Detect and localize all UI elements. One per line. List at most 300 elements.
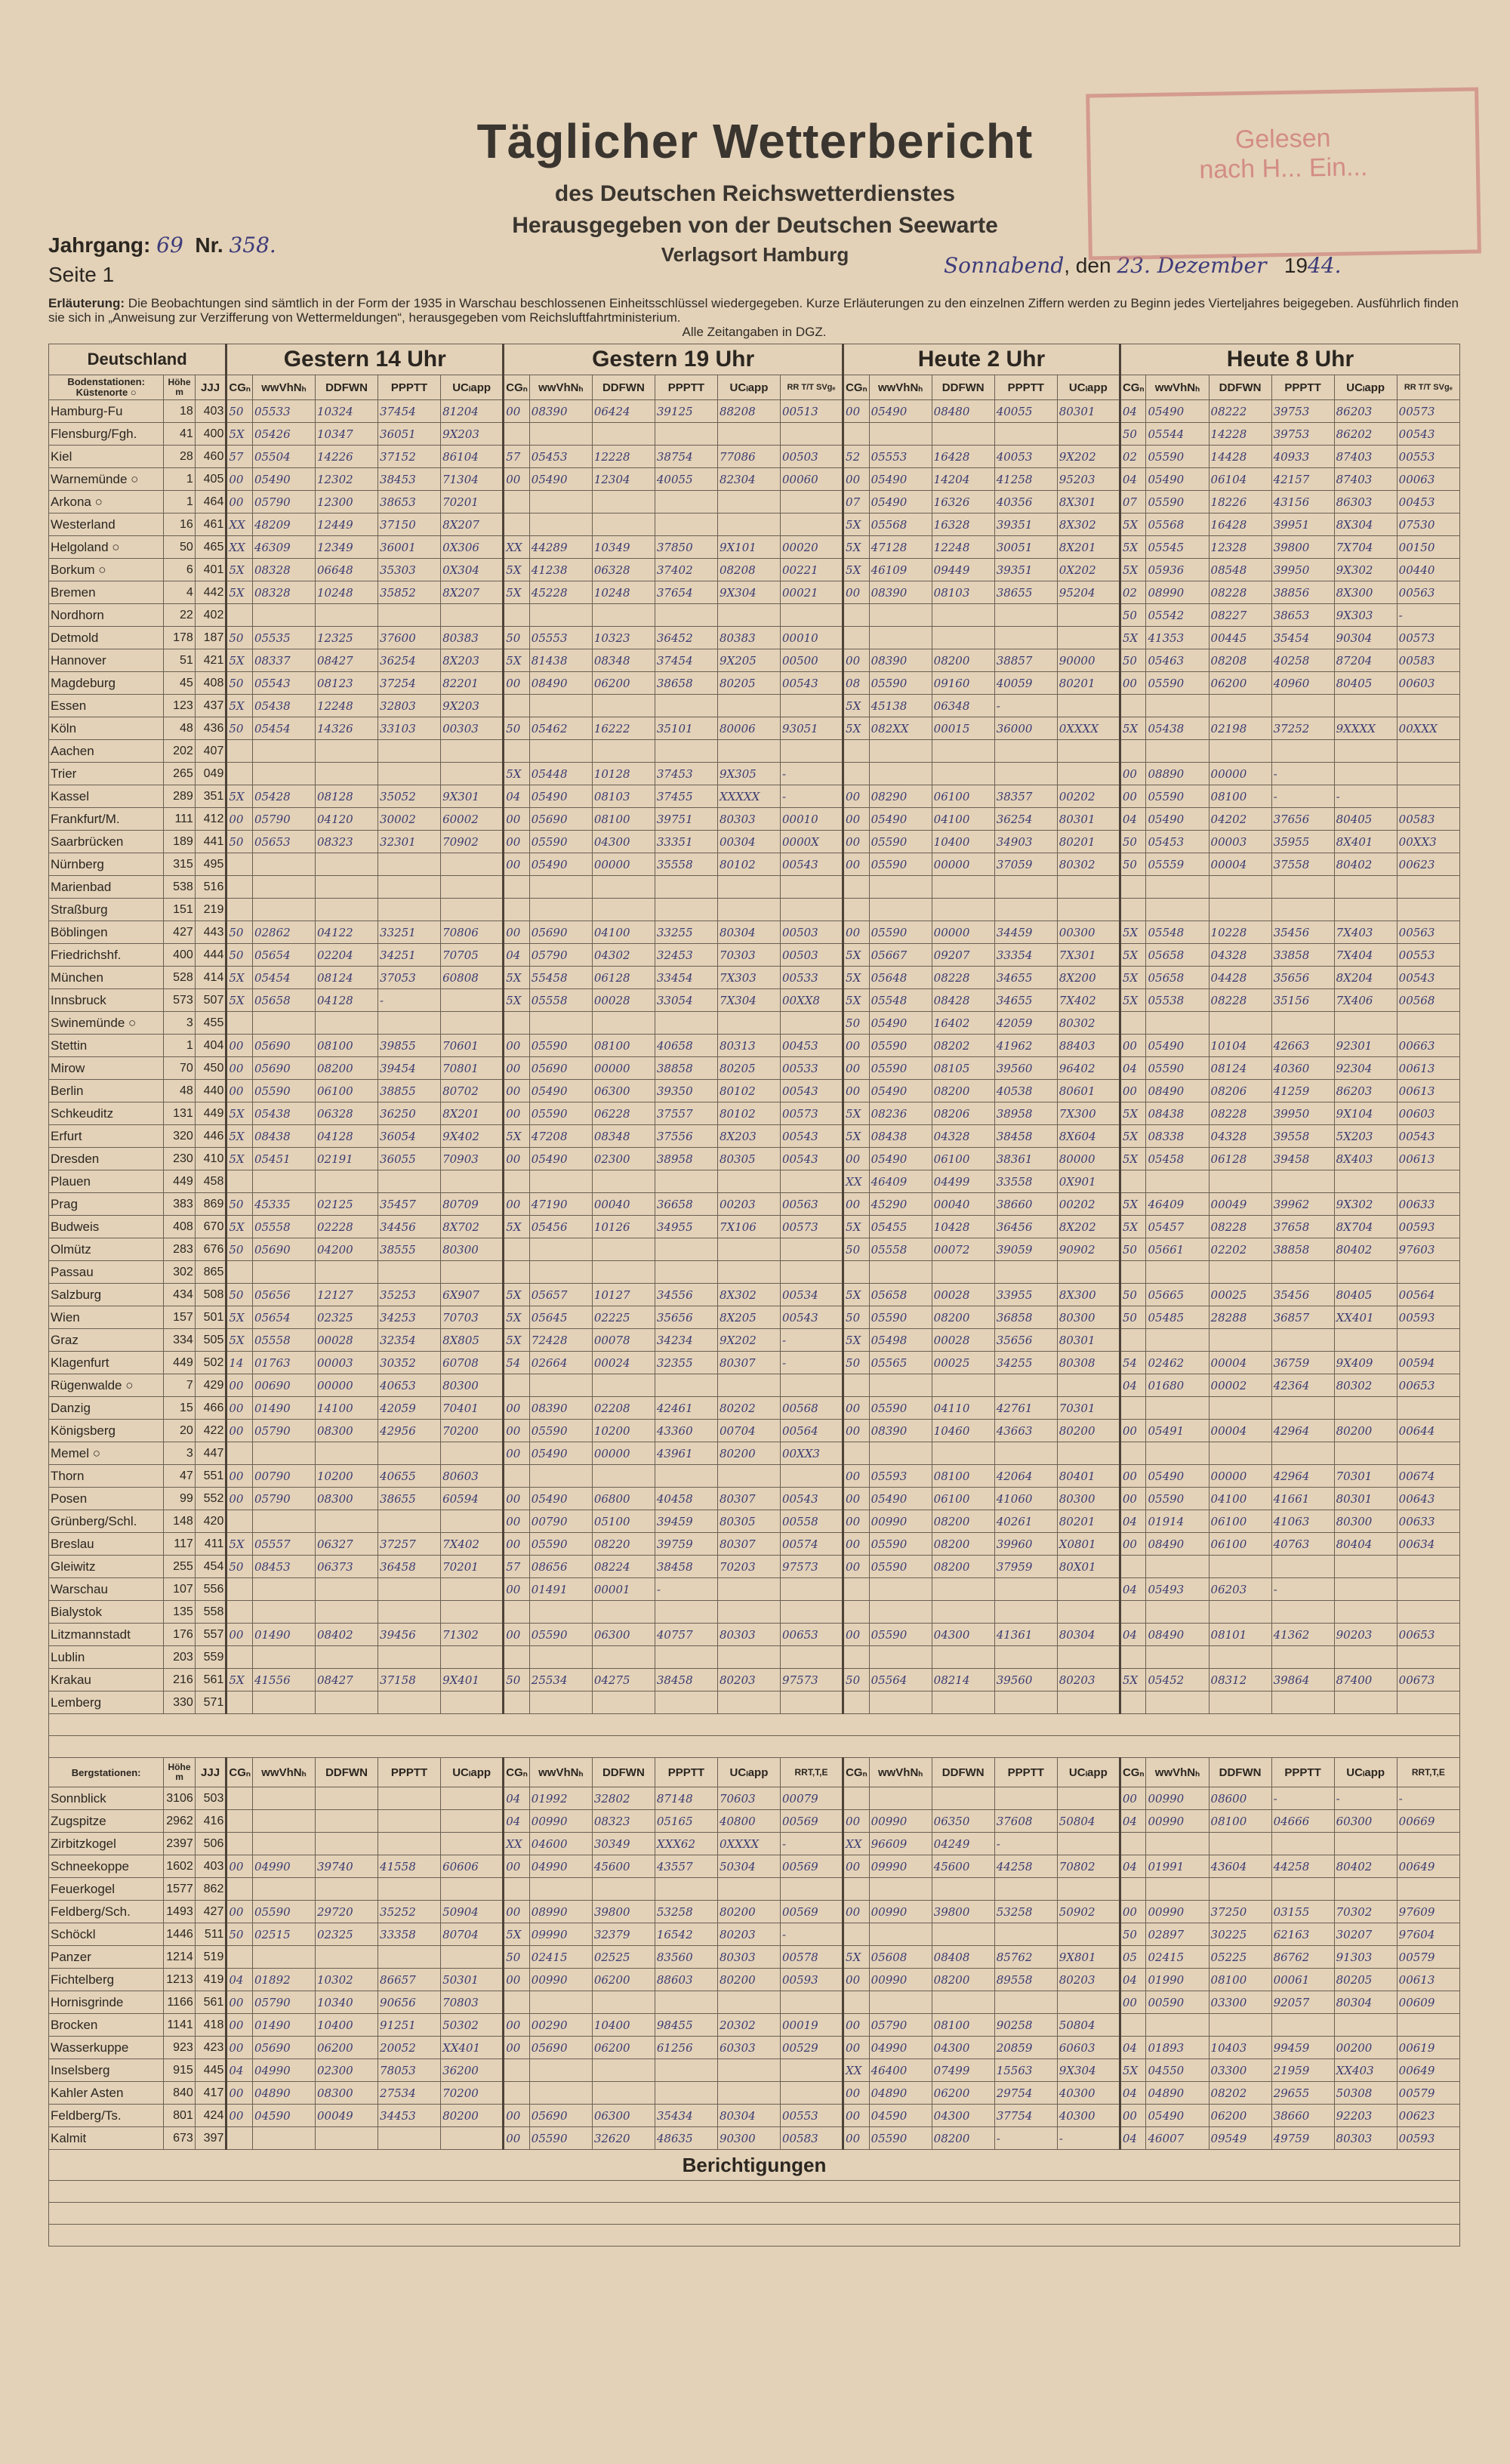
- obs-cell: [1146, 1646, 1209, 1669]
- obs-cell: 00: [1120, 785, 1146, 808]
- obs-cell: [1334, 1646, 1397, 1669]
- obs-cell: 00000: [932, 853, 994, 876]
- obs-cell: 41259: [1271, 1080, 1334, 1102]
- obs-cell: 04: [1120, 1810, 1146, 1833]
- obs-cell: [1209, 2014, 1271, 2037]
- station-row: [49, 423, 1460, 446]
- obs-cell: 02125: [315, 1193, 378, 1216]
- obs-cell: 8X302: [717, 1284, 780, 1306]
- obs-cell: [592, 513, 655, 536]
- obs-cell: 00: [843, 2082, 870, 2105]
- mountain-row: [49, 2105, 1460, 2127]
- obs-cell: 06328: [315, 1102, 378, 1125]
- station-name: Zirbitzkogel: [49, 1833, 164, 1855]
- obs-cell: 00553: [1397, 944, 1459, 967]
- station-name: Kassel: [49, 785, 164, 808]
- obs-cell: [1057, 876, 1120, 899]
- obs-cell: 05790: [252, 1488, 315, 1510]
- obs-cell: [1334, 763, 1397, 785]
- obs-cell: 87403: [1334, 468, 1397, 491]
- col-g14-ww: wwVhNₕ: [252, 375, 315, 400]
- station-jjj: 411: [195, 1533, 226, 1556]
- obs-cell: 04122: [315, 921, 378, 944]
- obs-cell: [1271, 876, 1334, 899]
- obs-cell: 00: [504, 1035, 530, 1057]
- obs-cell: 0X306: [441, 536, 504, 559]
- obs-cell: 46109: [869, 559, 932, 581]
- obs-cell: [529, 740, 592, 763]
- obs-cell: 45600: [592, 1855, 655, 1878]
- obs-cell: 05690: [529, 808, 592, 831]
- obs-cell: [504, 1261, 530, 1284]
- obs-cell: 05438: [252, 1102, 315, 1125]
- obs-cell: 50902: [1057, 1901, 1120, 1923]
- obs-cell: 80200: [717, 1901, 780, 1923]
- station-height: 135: [164, 1601, 196, 1624]
- obs-cell: 05490: [869, 1080, 932, 1102]
- obs-cell: 08338: [1146, 1125, 1209, 1148]
- obs-cell: [252, 876, 315, 899]
- obs-cell: [1209, 1012, 1271, 1035]
- obs-cell: 05490: [529, 1488, 592, 1510]
- obs-cell: 02515: [252, 1923, 315, 1946]
- obs-cell: 08200: [932, 1080, 994, 1102]
- obs-cell: 41362: [1271, 1624, 1334, 1646]
- obs-cell: 00300: [1057, 921, 1120, 944]
- station-height: 1166: [164, 1991, 196, 2014]
- obs-cell: 96402: [1057, 1057, 1120, 1080]
- obs-cell: [1146, 1556, 1209, 1578]
- obs-cell: 80304: [1057, 1624, 1120, 1646]
- obs-cell: 08123: [315, 672, 378, 695]
- obs-cell: 30349: [592, 1833, 655, 1855]
- stamp-line-1: Gelesen: [1234, 123, 1331, 155]
- subtitle-2: Herausgegeben von der Deutschen Seewarte: [512, 213, 998, 238]
- station-height: 20: [164, 1420, 196, 1442]
- obs-cell: 70302: [1334, 1901, 1397, 1923]
- obs-cell: 5X: [504, 1329, 530, 1352]
- obs-cell: [869, 1374, 932, 1397]
- station-row: [49, 717, 1460, 740]
- obs-cell: [1057, 1601, 1120, 1624]
- obs-cell: 37053: [378, 967, 441, 989]
- mcol-g14-pp: PPPTT: [378, 1758, 441, 1787]
- station-row: [49, 1397, 1460, 1420]
- obs-cell: [869, 899, 932, 921]
- station-jjj: 454: [195, 1556, 226, 1578]
- obs-cell: 7X300: [1057, 1102, 1120, 1125]
- obs-cell: 9X104: [1334, 1102, 1397, 1125]
- obs-cell: [252, 763, 315, 785]
- station-row: [49, 400, 1460, 423]
- obs-cell: 38660: [994, 1193, 1057, 1216]
- station-jjj: 460: [195, 446, 226, 468]
- obs-cell: 08228: [932, 967, 994, 989]
- obs-cell: 80305: [717, 1148, 780, 1170]
- obs-cell: [226, 1261, 253, 1284]
- obs-cell: 38357: [994, 785, 1057, 808]
- obs-cell: 03300: [1209, 1991, 1271, 2014]
- obs-cell: 97573: [780, 1669, 843, 1691]
- obs-cell: 00: [843, 1035, 870, 1057]
- obs-cell: 41258: [994, 468, 1057, 491]
- obs-cell: 0XXXX: [717, 1833, 780, 1855]
- obs-cell: 45138: [869, 695, 932, 717]
- obs-cell: 00: [1120, 1533, 1146, 1556]
- obs-cell: 90300: [717, 2127, 780, 2150]
- obs-cell: 37454: [378, 400, 441, 423]
- station-name: Warschau: [49, 1578, 164, 1601]
- obs-cell: 00593: [1397, 1306, 1459, 1329]
- obs-cell: 40458: [655, 1488, 717, 1510]
- obs-cell: 06203: [1209, 1578, 1271, 1601]
- obs-cell: 38653: [1271, 604, 1334, 627]
- obs-cell: 0XXXX: [1057, 717, 1120, 740]
- obs-cell: 04328: [932, 1125, 994, 1148]
- obs-cell: [655, 1601, 717, 1624]
- obs-cell: [315, 1787, 378, 1810]
- obs-cell: 00513: [780, 400, 843, 423]
- station-row: [49, 1624, 1460, 1646]
- obs-cell: 12248: [315, 695, 378, 717]
- obs-cell: 39800: [592, 1901, 655, 1923]
- obs-cell: 00613: [1397, 1148, 1459, 1170]
- station-jjj: 869: [195, 1193, 226, 1216]
- group-gestern-19: Gestern 19 Uhr: [504, 344, 843, 375]
- obs-cell: 40055: [655, 468, 717, 491]
- obs-cell: [994, 423, 1057, 446]
- mcol-g19-dd: DDFWN: [592, 1758, 655, 1787]
- mcol-h2-pp: PPPTT: [994, 1758, 1057, 1787]
- obs-cell: 37152: [378, 446, 441, 468]
- obs-cell: 37754: [994, 2105, 1057, 2127]
- obs-cell: [1334, 1833, 1397, 1855]
- obs-cell: [655, 899, 717, 921]
- station-row: [49, 1057, 1460, 1080]
- mcol-h8-uc: UCₗapp: [1334, 1758, 1397, 1787]
- station-jjj: 441: [195, 831, 226, 853]
- obs-cell: 00: [843, 1193, 870, 1216]
- obs-cell: 88403: [1057, 1035, 1120, 1057]
- col-h2-dd: DDFWN: [932, 375, 994, 400]
- obs-cell: 39351: [994, 513, 1057, 536]
- obs-cell: [655, 1012, 717, 1035]
- group-deutschland: Deutschland: [49, 344, 226, 375]
- obs-cell: 50: [504, 1946, 530, 1969]
- obs-cell: 70201: [441, 491, 504, 513]
- station-row: [49, 1035, 1460, 1057]
- obs-cell: 00564: [1397, 1284, 1459, 1306]
- obs-cell: 35656: [655, 1306, 717, 1329]
- obs-cell: [529, 604, 592, 627]
- obs-cell: 34456: [378, 1216, 441, 1238]
- obs-cell: 00040: [592, 1193, 655, 1216]
- obs-cell: 37254: [378, 672, 441, 695]
- obs-cell: -: [1271, 763, 1334, 785]
- station-name: Feldberg/Ts.: [49, 2105, 164, 2127]
- obs-cell: 39059: [994, 1238, 1057, 1261]
- obs-cell: [869, 423, 932, 446]
- obs-cell: -: [780, 1352, 843, 1374]
- obs-cell: 05590: [869, 672, 932, 695]
- obs-cell: 5X: [1120, 717, 1146, 740]
- obs-cell: 06228: [592, 1102, 655, 1125]
- obs-cell: 12228: [592, 446, 655, 468]
- obs-cell: X0801: [1057, 1533, 1120, 1556]
- obs-cell: 39740: [315, 1855, 378, 1878]
- obs-cell: 05645: [529, 1306, 592, 1329]
- obs-cell: 00021: [780, 581, 843, 604]
- station-jjj: 464: [195, 491, 226, 513]
- obs-cell: 05100: [592, 1510, 655, 1533]
- station-name: Erfurt: [49, 1125, 164, 1148]
- obs-cell: 41361: [994, 1624, 1057, 1646]
- mountain-column-header-row: [49, 1758, 1460, 1787]
- obs-cell: 00529: [780, 2037, 843, 2059]
- obs-cell: 06373: [315, 1556, 378, 1578]
- obs-cell: 00: [843, 921, 870, 944]
- obs-cell: [932, 1878, 994, 1901]
- obs-cell: 00594: [1397, 1352, 1459, 1374]
- obs-cell: 08323: [315, 831, 378, 853]
- obs-cell: 80303: [717, 808, 780, 831]
- obs-cell: 40360: [1271, 1057, 1334, 1080]
- station-name: Frankfurt/M.: [49, 808, 164, 831]
- obs-cell: [1397, 876, 1459, 899]
- obs-cell: [1209, 1442, 1271, 1465]
- obs-cell: 00568: [780, 1397, 843, 1420]
- obs-cell: 80404: [1334, 1533, 1397, 1556]
- obs-cell: 08128: [315, 785, 378, 808]
- obs-cell: 05490: [252, 468, 315, 491]
- obs-cell: 37556: [655, 1125, 717, 1148]
- den-label: , den: [1064, 254, 1111, 277]
- obs-cell: 5X: [1120, 536, 1146, 559]
- station-jjj: 402: [195, 604, 226, 627]
- obs-cell: 5X: [226, 1125, 253, 1148]
- obs-cell: [378, 1261, 441, 1284]
- obs-cell: 06200: [932, 2082, 994, 2105]
- obs-cell: [994, 1578, 1057, 1601]
- obs-cell: 00583: [1397, 808, 1459, 831]
- obs-cell: 39560: [994, 1669, 1057, 1691]
- obs-cell: 05658: [1146, 944, 1209, 967]
- station-name: Köln: [49, 717, 164, 740]
- station-height: 70: [164, 1057, 196, 1080]
- station-height: 41: [164, 423, 196, 446]
- obs-cell: 34556: [655, 1284, 717, 1306]
- obs-cell: 08124: [1209, 1057, 1271, 1080]
- obs-cell: 05553: [869, 446, 932, 468]
- obs-cell: 00503: [780, 921, 843, 944]
- obs-cell: 08402: [315, 1624, 378, 1646]
- obs-cell: 00000: [1209, 1465, 1271, 1488]
- obs-cell: 35434: [655, 2105, 717, 2127]
- obs-cell: 92304: [1334, 1057, 1397, 1080]
- obs-cell: 05490: [529, 853, 592, 876]
- observation-table: [48, 344, 1460, 2247]
- station-row: [49, 1238, 1460, 1261]
- obs-cell: 05490: [869, 491, 932, 513]
- obs-cell: [1271, 1556, 1334, 1578]
- obs-cell: 00: [504, 1442, 530, 1465]
- obs-cell: 00: [504, 400, 530, 423]
- station-name: Thorn: [49, 1465, 164, 1488]
- obs-cell: 04590: [869, 2105, 932, 2127]
- obs-cell: 80200: [1334, 1420, 1397, 1442]
- obs-cell: 00563: [780, 1193, 843, 1216]
- obs-cell: [1057, 1878, 1120, 1901]
- obs-cell: 37454: [655, 649, 717, 672]
- obs-cell: [1397, 695, 1459, 717]
- obs-cell: 30207: [1334, 1923, 1397, 1946]
- obs-cell: 08200: [932, 649, 994, 672]
- obs-cell: 08208: [1209, 649, 1271, 672]
- station-row: [49, 1601, 1460, 1624]
- obs-cell: 30002: [378, 808, 441, 831]
- obs-cell: [932, 740, 994, 763]
- station-jjj: 495: [195, 853, 226, 876]
- station-name: Dresden: [49, 1148, 164, 1170]
- obs-cell: [252, 1691, 315, 1714]
- station-name: Panzer: [49, 1946, 164, 1969]
- obs-cell: 00: [504, 468, 530, 491]
- station-name: Passau: [49, 1261, 164, 1284]
- obs-cell: [504, 513, 530, 536]
- obs-cell: 47128: [869, 536, 932, 559]
- station-row: [49, 899, 1460, 921]
- obs-cell: 06100: [932, 1148, 994, 1170]
- subtitle-3: Verlagsort Hamburg: [661, 243, 849, 266]
- obs-cell: -: [1271, 785, 1334, 808]
- obs-cell: [780, 899, 843, 921]
- mcol-h8-ww: wwVhNₕ: [1146, 1758, 1209, 1787]
- obs-cell: 14326: [315, 717, 378, 740]
- obs-cell: 5X: [504, 763, 530, 785]
- obs-cell: 9XXXX: [1334, 717, 1397, 740]
- station-height: 202: [164, 740, 196, 763]
- obs-cell: 5X: [504, 1306, 530, 1329]
- obs-cell: [780, 513, 843, 536]
- station-row: [49, 604, 1460, 627]
- station-height: 7: [164, 1374, 196, 1397]
- obs-cell: 39454: [378, 1057, 441, 1080]
- obs-cell: 46409: [1146, 1193, 1209, 1216]
- station-jjj: 501: [195, 1306, 226, 1329]
- obs-cell: [717, 491, 780, 513]
- obs-cell: 40300: [1057, 2105, 1120, 2127]
- obs-cell: 06348: [932, 695, 994, 717]
- station-row: [49, 1578, 1460, 1601]
- station-name: Litzmannstadt: [49, 1624, 164, 1646]
- obs-cell: 43604: [1209, 1855, 1271, 1878]
- obs-cell: [441, 1946, 504, 1969]
- station-row: [49, 1170, 1460, 1193]
- station-height: 3: [164, 1012, 196, 1035]
- station-jjj: 405: [195, 468, 226, 491]
- obs-cell: 04: [504, 1787, 530, 1810]
- obs-cell: [529, 423, 592, 446]
- obs-cell: 5X: [843, 989, 870, 1012]
- obs-cell: [717, 1991, 780, 2014]
- obs-cell: [1397, 740, 1459, 763]
- obs-cell: 37455: [655, 785, 717, 808]
- obs-cell: 35052: [378, 785, 441, 808]
- obs-cell: 06100: [932, 1488, 994, 1510]
- obs-cell: 08100: [932, 2014, 994, 2037]
- obs-cell: 05590: [529, 1533, 592, 1556]
- obs-cell: 00: [504, 831, 530, 853]
- obs-cell: 04: [226, 1969, 253, 1991]
- obs-cell: 00: [226, 1035, 253, 1057]
- obs-cell: 00221: [780, 559, 843, 581]
- obs-cell: 00061: [1271, 1969, 1334, 1991]
- obs-cell: 10428: [932, 1216, 994, 1238]
- obs-cell: [932, 1923, 994, 1946]
- obs-cell: 30051: [994, 536, 1057, 559]
- station-name: Sonnblick: [49, 1787, 164, 1810]
- obs-cell: 37600: [378, 627, 441, 649]
- station-row: [49, 944, 1460, 967]
- station-name: Krakau: [49, 1669, 164, 1691]
- obs-cell: 50308: [1334, 2082, 1397, 2105]
- obs-cell: 06200: [592, 1969, 655, 1991]
- station-jjj: 424: [195, 2105, 226, 2127]
- obs-cell: 05658: [252, 989, 315, 1012]
- obs-cell: [780, 740, 843, 763]
- station-name: Detmold: [49, 627, 164, 649]
- station-name: Saarbrücken: [49, 831, 164, 853]
- station-name: Graz: [49, 1329, 164, 1352]
- obs-cell: 00790: [252, 1465, 315, 1488]
- obs-cell: XXX62: [655, 1833, 717, 1855]
- obs-cell: [592, 1170, 655, 1193]
- obs-cell: 00543: [780, 1125, 843, 1148]
- obs-cell: 05690: [529, 2105, 592, 2127]
- obs-cell: 39753: [1271, 400, 1334, 423]
- obs-cell: 54: [1120, 1352, 1146, 1374]
- obs-cell: 00028: [932, 1329, 994, 1352]
- obs-cell: [315, 876, 378, 899]
- jahrgang-value: 69: [156, 233, 183, 258]
- obs-cell: [932, 1261, 994, 1284]
- obs-cell: [226, 604, 253, 627]
- obs-cell: [717, 1261, 780, 1284]
- obs-cell: [780, 1170, 843, 1193]
- obs-cell: 50: [226, 1284, 253, 1306]
- obs-cell: 00503: [780, 446, 843, 468]
- obs-cell: 00613: [1397, 1080, 1459, 1102]
- obs-cell: 00445: [1209, 627, 1271, 649]
- obs-cell: 05590: [529, 1035, 592, 1057]
- obs-cell: 04: [1120, 2037, 1146, 2059]
- station-name: Borkum ○: [49, 559, 164, 581]
- obs-cell: 43360: [655, 1420, 717, 1442]
- obs-cell: [378, 1946, 441, 1969]
- obs-cell: 08224: [592, 1556, 655, 1578]
- obs-cell: 00: [504, 1102, 530, 1125]
- obs-cell: [1397, 1329, 1459, 1352]
- station-jjj: 420: [195, 1510, 226, 1533]
- obs-cell: [1397, 1012, 1459, 1035]
- obs-cell: [252, 1946, 315, 1969]
- obs-cell: 34234: [655, 1329, 717, 1352]
- obs-cell: [441, 1510, 504, 1533]
- station-row: [49, 989, 1460, 1012]
- obs-cell: 34903: [994, 831, 1057, 853]
- obs-cell: 00583: [780, 2127, 843, 2150]
- obs-cell: 71302: [441, 1624, 504, 1646]
